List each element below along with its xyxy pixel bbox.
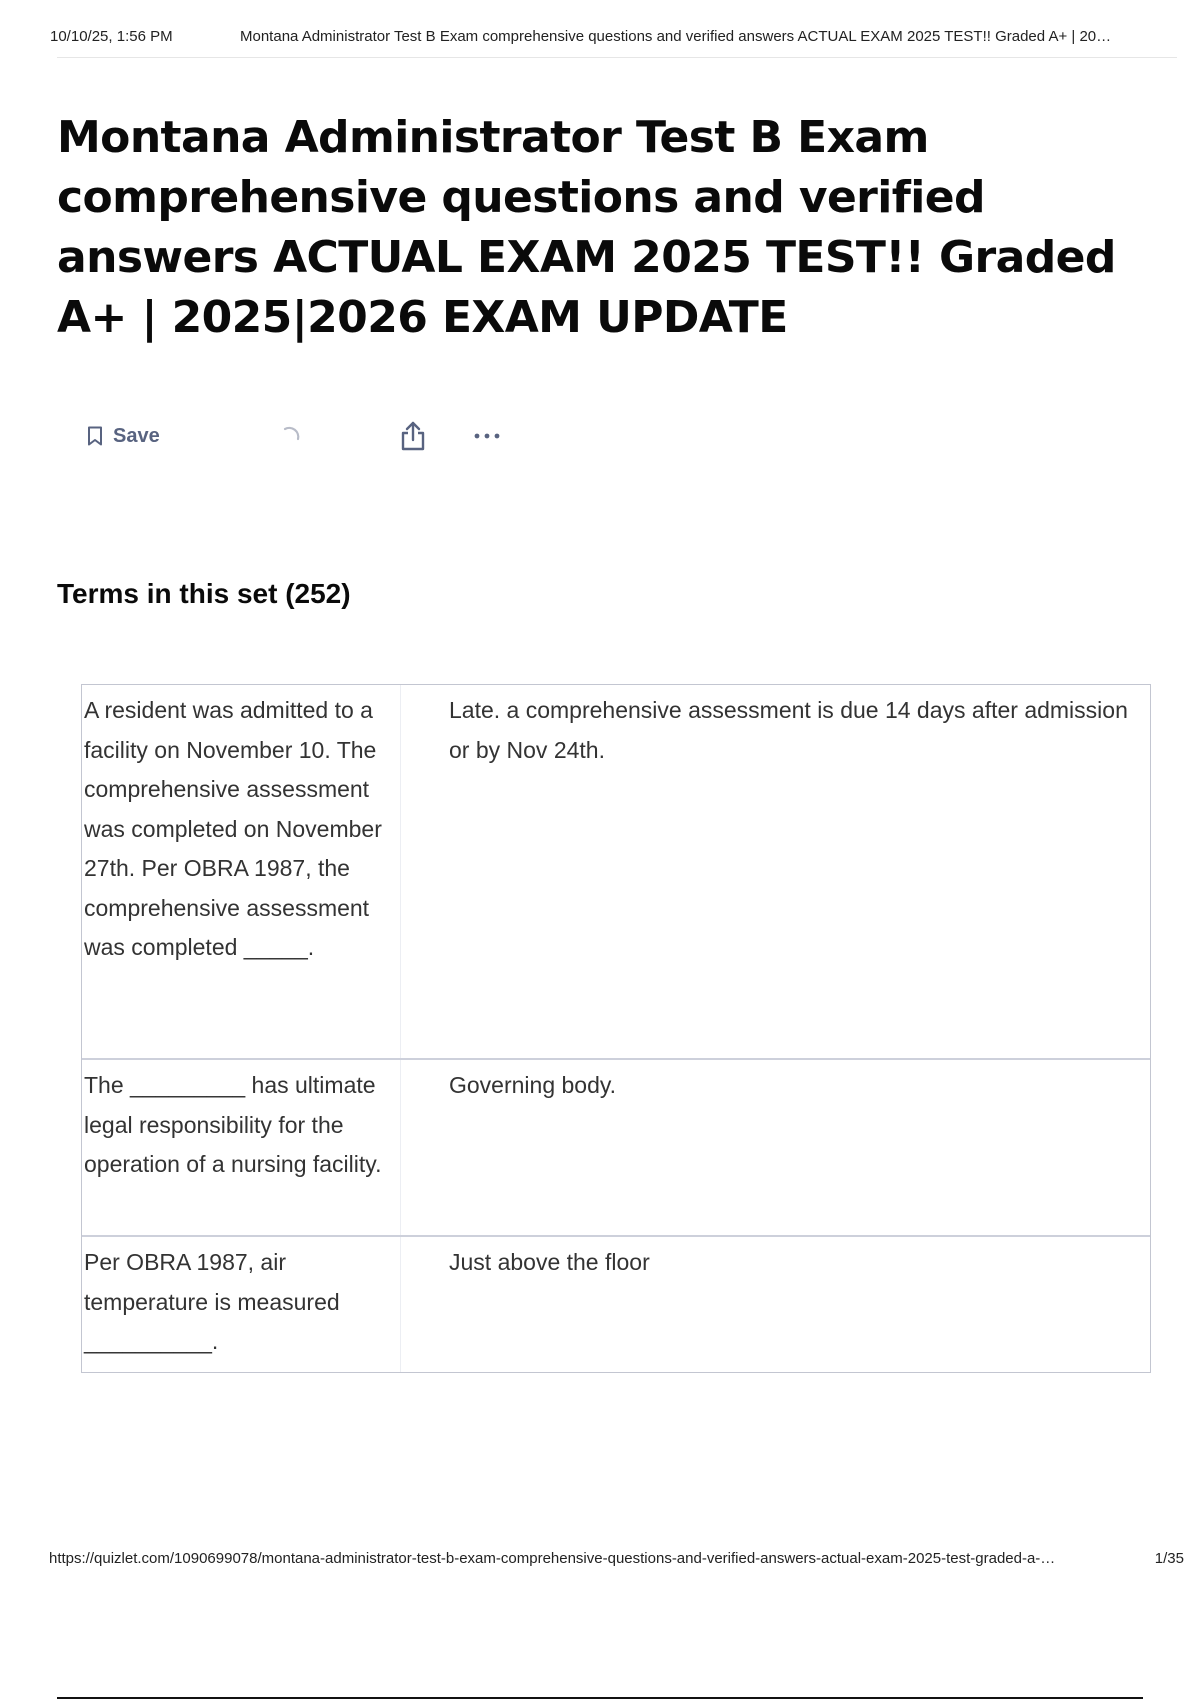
page-number: 1/35 xyxy=(1154,1550,1184,1567)
definition-text: Late. a comprehensive assessment is due 14 days after admission or by Nov 24th. xyxy=(449,697,1128,763)
term-row[interactable] xyxy=(82,1235,1150,1372)
term-text: Per OBRA 1987, air temperature is measured __________. xyxy=(82,1237,401,1372)
term-row[interactable] xyxy=(82,1058,1150,1235)
share-icon[interactable] xyxy=(397,420,429,452)
terms-heading: Terms in this set (252) xyxy=(57,578,351,609)
page-url: https://quizlet.com/1090699078/montana-administrator-test-b-exam-comprehensive-questions-and-verified-answers-actual-exam-2025-test-graded-a-… xyxy=(49,1550,1056,1567)
term-text: A resident was admitted to a facility on November 10. The comprehensive assessment was completed on November 27th. Per OBRA 1987, the comprehensive assessment was completed _____. xyxy=(82,685,401,1058)
print-datetime: 10/10/25, 1:56 PM xyxy=(50,28,173,45)
action-bar xyxy=(87,418,527,454)
header-divider xyxy=(57,57,1177,58)
loading-spinner-icon xyxy=(277,422,305,450)
bookmark-icon xyxy=(87,426,103,446)
print-document-title: Montana Administrator Test B Exam comprehensive questions and verified answers ACTUAL EXAM 2025 TEST!! Graded A+ | 20… xyxy=(240,28,1112,45)
bottom-divider xyxy=(57,1697,1143,1699)
page-title: Montana Administrator Test B Exam comprehensive questions and verified answers ACTUAL EXAM 2025 TEST!! Graded A+ | 2025|2026 EXAM UPDATE xyxy=(57,112,1116,343)
print-header xyxy=(50,28,1176,45)
definition-text: Just above the floor xyxy=(449,1249,650,1275)
more-options-icon[interactable] xyxy=(467,420,507,452)
terms-table xyxy=(81,684,1151,1373)
print-footer xyxy=(49,1550,1184,1567)
save-label: Save xyxy=(113,424,160,447)
term-text: The _________ has ultimate legal responsibility for the operation of a nursing facility. xyxy=(82,1060,401,1235)
term-row[interactable] xyxy=(82,685,1150,1058)
definition-text: Governing body. xyxy=(449,1072,617,1098)
save-button[interactable] xyxy=(87,418,160,454)
